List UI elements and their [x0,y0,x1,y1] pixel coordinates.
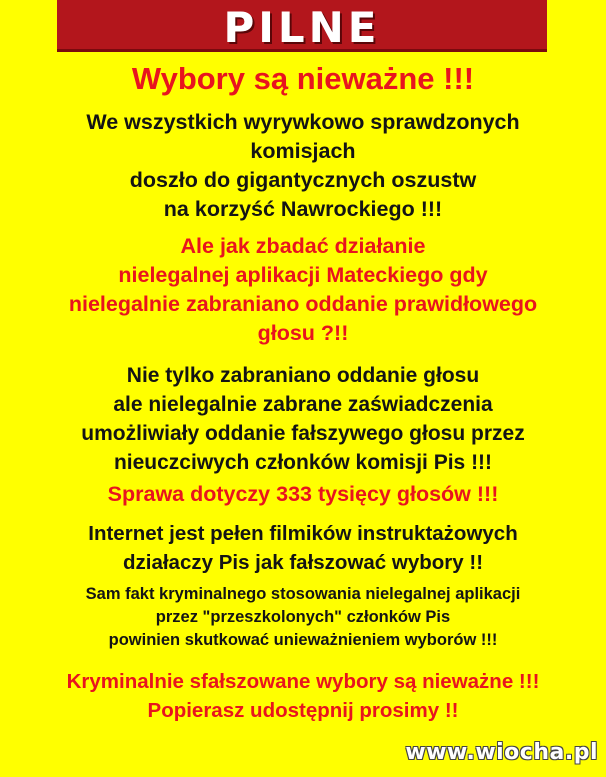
text-line: Kryminalnie sfałszowane wybory są nieważne !!! [66,670,540,693]
text-line: na korzyść Nawrockiego !!! [163,197,443,221]
watermark: www.wiocha.pl [405,740,598,765]
text-line: nieuczciwych członków komisji Pis !!! [113,451,493,474]
text-line: działaczy Pis jak fałszować wybory !! [122,551,484,574]
text-block-call-to-share [0,667,606,725]
text-block-certificates [0,361,606,477]
text-block-internet-videos [0,519,606,577]
banner-title: PILNE [223,3,381,52]
text-block-invalidation [0,583,606,652]
text-line: Popierasz udostępnij prosimy !! [147,699,459,722]
text-line: przez "przeszkolonych" członków Pis [155,608,451,626]
text-line: powinien skutkować unieważnieniem wyborów !!! [108,631,498,649]
text-block-fraud-claim [0,108,606,224]
text-line: doszło do gigantycznych oszustw [129,168,477,192]
text-line: Ale jak zbadać działanie [180,234,426,258]
text-line: We wszystkich wyrywkowo sprawdzonych [86,110,520,134]
text-block-votes-count: Sprawa dotyczy 333 tysięcy głosów !!! [107,482,499,506]
text-line: ale nielegalnie zabrane zaświadczenia [113,393,493,416]
page-title: Wybory są nieważne !!! [131,61,475,96]
text-line: Sam fakt kryminalnego stosowania nielegalnej aplikacji [85,585,521,603]
text-line: komisjach [250,139,356,163]
text-line: nielegalnej aplikacji Mateckiego gdy [118,263,488,287]
text-line: nielegalnie zabraniano oddanie prawidłowego [68,292,538,316]
text-line: głosu ?!! [257,321,349,345]
text-line: Internet jest pełen filmików instruktażowych [88,522,518,545]
text-line: Nie tylko zabraniano oddanie głosu [126,364,480,387]
header-banner [57,0,547,52]
text-line: umożliwiały oddanie fałszywego głosu przez [81,422,525,445]
text-block-app-question [0,232,606,348]
